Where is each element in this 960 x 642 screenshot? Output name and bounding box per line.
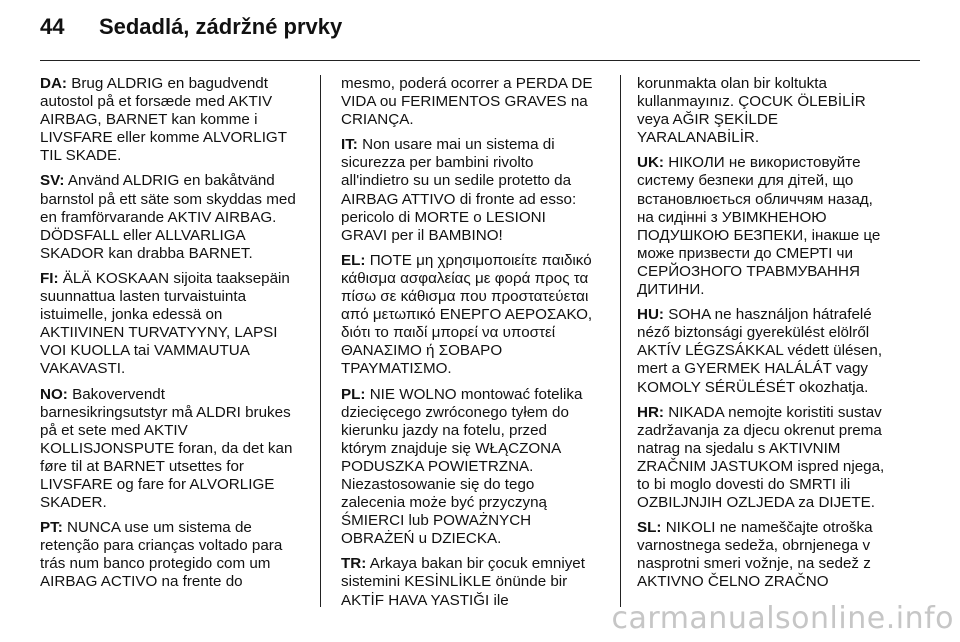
text-line: [341, 440, 607, 458]
warning-paragraph: [341, 555, 607, 609]
text-line: [341, 573, 607, 591]
line-text: OZBILJNJIH OZLJEDA za DIJETE.: [637, 494, 875, 512]
line-text: varnostnega sedeža, obrnjenega v: [637, 537, 871, 555]
text-line: [341, 324, 607, 342]
text-line: [637, 245, 907, 263]
column-divider: [320, 75, 321, 607]
text-line: [637, 342, 907, 360]
language-code: PL:: [341, 385, 366, 403]
text-line: [341, 386, 607, 404]
line-text: føre til at BARNET utsettes for: [40, 457, 244, 475]
line-text: mesmo, poderá ocorrer a PERDA DE: [341, 75, 593, 92]
text-line: [341, 136, 607, 154]
line-text: néző biztonsági gyerekülést elölről: [637, 324, 870, 342]
text-line: [40, 75, 308, 93]
line-text: ΘΑΝΑΣΙΜΟ ή ΣΟΒΑΡΟ: [341, 342, 503, 360]
column-divider: [620, 75, 621, 607]
warning-paragraph: [341, 386, 607, 549]
text-line: [637, 360, 907, 378]
line-text: систему безпеки для дітей, що: [637, 172, 854, 190]
line-text: ŚMIERCI lub POWAŻNYCH: [341, 512, 532, 530]
line-text: en framförvarande AKTIV AIRBAG.: [40, 208, 277, 226]
line-text: VIDA ou FERIMENTOS GRAVES na: [341, 93, 588, 111]
line-text: PODUSZKA POWIETRZNA.: [341, 457, 534, 475]
text-line: [40, 288, 308, 306]
text-line: [341, 360, 607, 378]
warning-paragraph: [40, 75, 308, 165]
text-line: [637, 458, 907, 476]
text-line: [40, 386, 308, 404]
line-text: YARALANABİLİR.: [637, 129, 760, 147]
line-text: διότι το παιδί μπορεί να υποστεί: [341, 324, 556, 342]
line-text: DÖDSFALL eller ALLVARLIGA: [40, 226, 246, 244]
line-text: NUNCA use um sistema de: [67, 519, 252, 537]
text-line: [40, 245, 308, 263]
line-text: LIVSFARE eller komme ALVORLIGT: [40, 129, 288, 147]
line-text: sicurezza per bambini rivolto: [341, 154, 534, 172]
page-header: [40, 14, 342, 54]
line-text: mert a GYERMEK HALÁLÁT vagy: [637, 360, 868, 378]
line-text: ÄLÄ KOSKAAN sijoita taaksepäin: [62, 269, 290, 287]
line-text: veya AĞIR ŞEKİLDE: [637, 111, 778, 129]
text-line: [637, 555, 907, 573]
line-text: OBRAŻEŃ u DZIECKA.: [341, 530, 502, 548]
text-line: [341, 555, 607, 573]
text-line: [637, 324, 907, 342]
line-text: ΤΡΑΥΜΑΤΙΣΜΟ.: [341, 360, 452, 378]
text-line: [40, 209, 308, 227]
language-code: FI:: [40, 269, 59, 287]
text-line: [341, 154, 607, 172]
text-line: [40, 494, 308, 512]
language-code: SL:: [637, 519, 662, 537]
line-text: από μετωπικό ΕΝΕΡΓΟ ΑΕΡΟΣΑΚΟ,: [341, 306, 593, 324]
text-line: [40, 324, 308, 342]
line-text: zalecenia może być przyczyną: [341, 494, 547, 512]
text-line: [40, 404, 308, 422]
text-line: [637, 111, 907, 129]
text-line: [40, 172, 308, 190]
text-line: [341, 288, 607, 306]
text-line: [40, 573, 308, 591]
line-text: Bakovervendt: [72, 385, 165, 403]
line-text: pericolo di MORTE o LESIONI: [341, 208, 546, 226]
line-text: НІКОЛИ не використовуйте: [668, 154, 861, 172]
text-line: [40, 555, 308, 573]
text-line: [341, 270, 607, 288]
text-line: [40, 422, 308, 440]
line-text: VAKAVASTI.: [40, 360, 126, 378]
text-line: [637, 129, 907, 147]
language-code: TR:: [341, 555, 367, 573]
language-code: PT:: [40, 519, 63, 537]
line-text: Niezastosowanie się do tego: [341, 475, 535, 493]
text-line: [341, 512, 607, 530]
line-text: barnstol på ett säte som skyddas med: [40, 190, 296, 208]
warning-paragraph: [40, 172, 308, 262]
warning-paragraph: [40, 386, 308, 513]
text-line: [341, 172, 607, 190]
column-1: [40, 75, 308, 599]
line-text: AIRBAG, BARNET kan komme i: [40, 111, 258, 129]
line-text: СЕРЙОЗНОГО ТРАВМУВАННЯ: [637, 262, 860, 280]
text-line: [637, 573, 907, 591]
text-line: [40, 306, 308, 324]
text-line: [637, 281, 907, 299]
line-text: trás num banco protegido com um: [40, 555, 271, 573]
line-text: SKADOR kan drabba BARNET.: [40, 244, 253, 262]
text-line: [40, 191, 308, 209]
text-line: [341, 93, 607, 111]
language-code: NO:: [40, 385, 68, 403]
line-text: πίσω σε κάθισμα που προστατεύεται: [341, 288, 589, 306]
line-text: AIRBAG ATTIVO di fronte ad esso:: [341, 190, 577, 208]
line-text: kierunku jazdy na fotelu, przed: [341, 421, 547, 439]
line-text: ПОДУШКОЮ БЕЗПЕКИ, інакше це: [637, 226, 881, 244]
text-line: [637, 191, 907, 209]
text-line: [40, 440, 308, 458]
text-line: [341, 494, 607, 512]
line-text: CRIANÇA.: [341, 111, 414, 129]
line-text: Använd ALDRIG en bakåtvänd: [67, 172, 275, 190]
text-line: [40, 476, 308, 494]
line-text: natrag na sjedalu s AKTIVNIM: [637, 439, 841, 457]
text-line: [637, 404, 907, 422]
line-text: LIVSFARE og fare for ALVORLIGE: [40, 475, 275, 493]
text-line: [637, 154, 907, 172]
line-text: på et sete med AKTIV: [40, 421, 188, 439]
text-line: [341, 252, 607, 270]
text-line: [40, 360, 308, 378]
line-text: на сидінні з УВІМКНЕНОЮ: [637, 208, 827, 226]
line-text: korunmakta olan bir koltukta: [637, 75, 827, 92]
text-line: [341, 342, 607, 360]
language-code: IT:: [341, 136, 358, 154]
language-code: HR:: [637, 403, 664, 421]
line-text: autostol på et forsæde med AKTIV: [40, 93, 273, 111]
warning-paragraph: [637, 75, 907, 147]
line-text: ΠΟΤΕ μη χρησιμοποιείτε παιδικό: [369, 251, 592, 269]
text-line: [40, 342, 308, 360]
line-text: AKTIIVINEN TURVATYYNY, LAPSI: [40, 324, 278, 342]
text-line: [341, 306, 607, 324]
warning-paragraph: [637, 404, 907, 513]
line-text: Arkaya bakan bir çocuk emniyet: [369, 555, 585, 573]
text-line: [40, 270, 308, 288]
text-line: [637, 422, 907, 440]
text-line: [637, 209, 907, 227]
text-line: [341, 75, 607, 93]
text-line: [40, 537, 308, 555]
language-code: EL:: [341, 251, 366, 269]
watermark: carmanualsonline.info: [611, 601, 954, 636]
text-line: [637, 172, 907, 190]
line-text: barnesikringsutstyr må ALDRI brukes: [40, 403, 291, 421]
language-code: UK:: [637, 154, 664, 172]
language-code: SV:: [40, 172, 65, 190]
text-line: [341, 592, 607, 610]
line-text: може призвести до СМЕРТІ чи: [637, 244, 853, 262]
warning-paragraph: [341, 75, 607, 129]
line-text: SOHA ne használjon hátrafelé: [668, 306, 872, 324]
line-text: NIE WOLNO montować fotelika: [369, 385, 583, 403]
header-rule: [40, 60, 920, 61]
line-text: Non usare mai un sistema di: [362, 136, 555, 154]
line-text: KOMOLY SÉRÜLÉSÉT okozhatja.: [637, 378, 869, 396]
text-line: [637, 263, 907, 281]
line-text: ДИТИНИ.: [637, 281, 705, 299]
text-line: [341, 191, 607, 209]
line-text: istuimelle, jonka edessä on: [40, 306, 223, 324]
line-text: AKTÍV LÉGZSÁKKAL védett ülésen,: [637, 342, 883, 360]
text-line: [637, 379, 907, 397]
line-text: nasprotni smeri vožnje, na sedež z: [637, 555, 871, 573]
line-text: GRAVI per il BAMBINO!: [341, 226, 503, 244]
warning-paragraph: [637, 519, 907, 591]
warning-paragraph: [40, 270, 308, 379]
text-line: [637, 494, 907, 512]
warning-paragraph: [341, 252, 607, 379]
language-code: HU:: [637, 306, 664, 324]
line-text: встановлюється обличчям назад,: [637, 190, 873, 208]
text-line: [341, 458, 607, 476]
text-line: [341, 404, 607, 422]
text-line: [637, 476, 907, 494]
text-line: [341, 111, 607, 129]
warning-paragraph: [637, 154, 907, 299]
line-text: AKTİF HAVA YASTIĞI ile: [341, 591, 509, 609]
page-number: 44: [40, 14, 65, 39]
line-text: AIRBAG ACTIVO na frente do: [40, 573, 243, 591]
line-text: zadržavanja za djecu okrenut prema: [637, 421, 882, 439]
column-2: [341, 75, 607, 617]
text-line: [40, 129, 308, 147]
line-text: κάθισμα ασφαλείας με φορά προς τα: [341, 269, 589, 287]
warning-paragraph: [637, 306, 907, 396]
line-text: NIKADA nemojte koristiti sustav: [668, 403, 882, 421]
text-line: [637, 75, 907, 93]
text-line: [40, 458, 308, 476]
line-text: Brug ALDRIG en bagudvendt: [71, 75, 268, 92]
line-text: ZRAČNIM JASTUKOM ispred njega,: [637, 457, 885, 475]
line-text: retenção para crianças voltado para: [40, 537, 283, 555]
text-line: [40, 519, 308, 537]
line-text: sistemini KESİNLİKLE önünde bir: [341, 573, 568, 591]
warning-paragraph: [40, 519, 308, 591]
line-text: NIKOLI ne nameščajte otroška: [665, 519, 873, 537]
line-text: AKTIVNO ČELNO ZRAČNO: [637, 573, 829, 591]
column-3: [637, 75, 907, 599]
line-text: VOI KUOLLA tai VAMMAUTUA: [40, 342, 250, 360]
line-text: kullanmayınız. ÇOCUK ÖLEBİLİR: [637, 93, 866, 111]
line-text: TIL SKADE.: [40, 147, 122, 165]
line-text: którym znajduje się WŁĄCZONA: [341, 439, 562, 457]
line-text: suunnattua lasten turvaistuinta: [40, 288, 247, 306]
text-line: [40, 93, 308, 111]
line-text: SKADER.: [40, 494, 107, 512]
language-code: DA:: [40, 75, 67, 92]
line-text: to bi moglo dovesti do SMRTI ili: [637, 475, 851, 493]
text-line: [637, 306, 907, 324]
text-line: [341, 476, 607, 494]
text-line: [637, 537, 907, 555]
text-line: [341, 209, 607, 227]
text-line: [637, 227, 907, 245]
text-line: [341, 227, 607, 245]
line-text: all'indietro su un sedile protetto da: [341, 172, 572, 190]
text-line: [341, 530, 607, 548]
text-line: [40, 147, 308, 165]
text-line: [637, 93, 907, 111]
line-text: KOLLISJONSPUTE foran, da det kan: [40, 439, 293, 457]
line-text: dziecięcego zwróconego tyłem do: [341, 403, 569, 421]
text-line: [637, 440, 907, 458]
text-line: [341, 422, 607, 440]
text-line: [40, 111, 308, 129]
warning-paragraph: [341, 136, 607, 245]
text-line: [637, 519, 907, 537]
page-title: Sedadlá, zádržné prvky: [98, 14, 343, 39]
text-line: [40, 227, 308, 245]
